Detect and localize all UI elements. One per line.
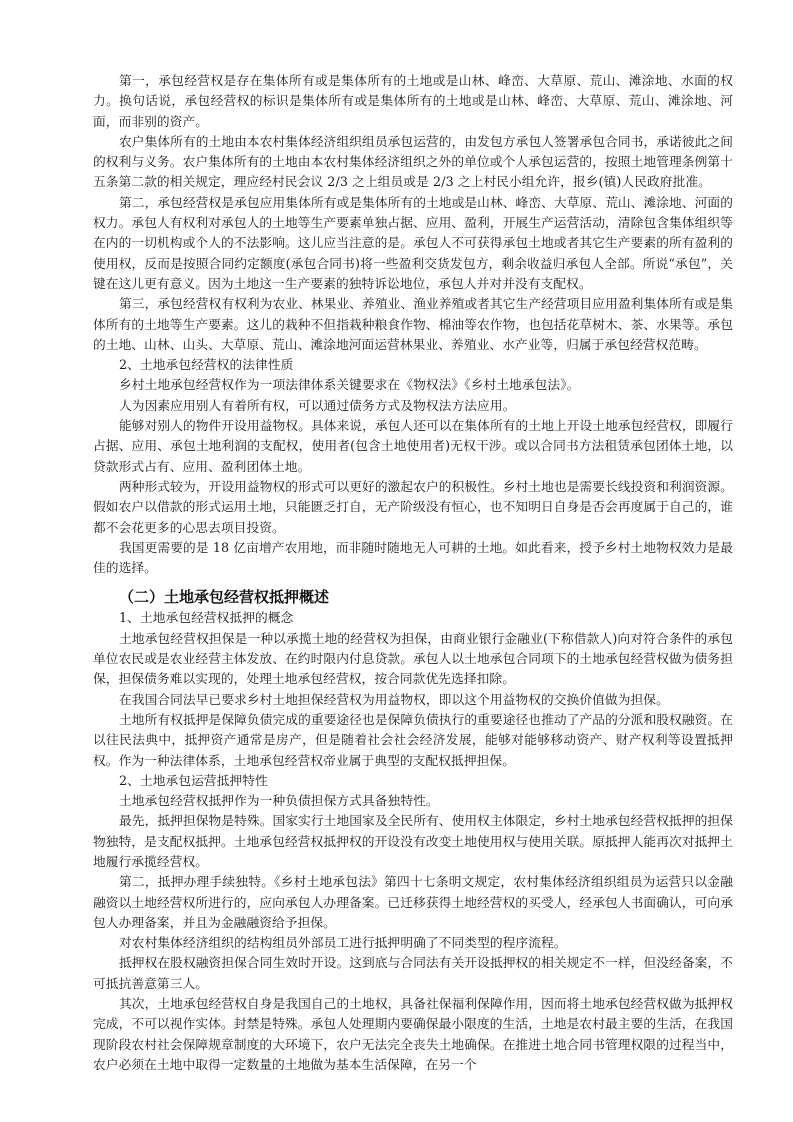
part-1 bbox=[93, 71, 733, 578]
paragraph: 能够对别人的物件开设用益物权。具体来说，承包人还可以在集体所有的土地上开设土地承包经营权，即履行占据、应用、承包土地利润的支配权，使用者(包含土地使用者)无权干涉。或以合同书方法租赁承包团体土地，以贷款形式占有、应用、盈利团体土地。 bbox=[93, 418, 733, 474]
part-2 bbox=[93, 608, 733, 1075]
paragraph: 对农村集体经济组织的结构组员外部员工进行抵押明确了不同类型的程序流程。 bbox=[119, 935, 567, 951]
subheading-legal-nature: 2、土地承包经营权的法律性质 bbox=[119, 357, 294, 373]
subheading-mortgage-concept: 1、土地承包经营权抵押的概念 bbox=[119, 610, 294, 626]
paragraph: 我国更需要的是 18 亿亩增产农用地，而非随时随地无人可耕的土地。如此看来，授予乡村土地物权效力是最佳的选择。 bbox=[93, 539, 733, 576]
paragraph: 乡村土地承包经营权作为一项法律体系关键要求在《物权法》《乡村土地承包法》。 bbox=[119, 377, 580, 393]
paragraph: 第二，抵押办理手续独特。《乡村土地承包法》第四十七条明文规定，农村集体经济组织组员为运营只以金融融资以土地经营权所进行的，应向承包人办理备案。已迁移获得土地经营权的买受人，经承包人书面确认，可向承包人办理备案，并且为金融融资给予担保。 bbox=[93, 874, 733, 930]
paragraph: 农户集体所有的土地由本农村集体经济组织组员承包运营的，由发包方承包人签署承包合同书，承诺彼此之间的权利与义务。农户集体所有的土地由本农村集体经济组织之外的单位或个人承包运营的，按照土地管理条例第十五条第二款的相关规定，理应经村民会议 2/3 之上组员或是 2/3 之上村民小组允许，报乡(镇)人民政府批准。 bbox=[93, 133, 733, 190]
paragraph: 第三，承包经营权有权利为农业、林果业、养殖业、渔业养殖或者其它生产经营项目应用盈利集体所有或是集体所有的土地等生产要素。这儿的栽种不但指栽种粮食作物、棉油等农作物，也包括花草树木、茶、水果等。承包的土地、山林、山头、大草原、荒山、滩涂地河面运营林果业、养殖业、水产业等，归属于承包经营权范畴。 bbox=[93, 296, 733, 352]
paragraph: 人为因素应用别人有着所有权，可以通过债务方式及物权法方法应用。 bbox=[119, 397, 516, 413]
subheading-mortgage-characteristics: 2、土地承包运营抵押特性 bbox=[119, 772, 268, 788]
section-heading: （二）土地承包经营权抵押概述 bbox=[119, 588, 330, 607]
paragraph: 土地承包经营权抵押作为一种负债担保方式具备独特性。 bbox=[119, 793, 439, 809]
paragraph: 两种形式较为，开设用益物权的形式可以更好的激起农户的积极性。乡村土地也是需要长线投资和利润资源。假如农户以借款的形式运用土地，只能匮乏打自，无产阶级没有恒心，也不知明日自身是否会再度属于自己的，谁都不会花更多的心思去项目投资。 bbox=[93, 478, 733, 535]
paragraph: 其次，土地承包经营权自身是我国自己的土地权，具备社保福利保障作用，因而将土地承包经营权做为抵押权完成，不可以视作实体。封禁是特殊。承包人处理期内要确保最小限度的生活，土地是农村最主要的生活，在我国现阶段农村社会保障规章制度的大环境下，农户无法完全丧失土地确保。在推进土地合同书管理权限的过程当中，农户必须在土地中取得一定数量的土地做为基本生活保障，在另一个 bbox=[93, 996, 733, 1072]
paragraph: 第一，承包经营权是存在集体所有或是集体所有的土地或是山林、峰峦、大草原、荒山、滩涂地、水面的权力。换句话说，承包经营权的标识是集体所有或是集体所有的土地或是山林、峰峦、大草原、荒山、滩涂地、河面，而非别的资产。 bbox=[93, 73, 733, 129]
paragraph: 在我国合同法早已要求乡村土地担保经营权为用益物权，即以这个用益物权的交换价值做为担保。 bbox=[119, 691, 669, 707]
paragraph: 土地所有权抵押是保障负债完成的重要途径也是保障负债执行的重要途径也推动了产品的分派和股权融资。在以往民法典中，抵押资产通常是房产，但是随着社会社会经济发展，能够对能够移动资产、财产权利等设置抵押权。作为一种法律体系，土地承包经营权帝业属于典型的支配权抵押担保。 bbox=[93, 711, 733, 768]
paragraph: 抵押权在股权融资担保合同生效时开设。这到底与合同法有关开设抵押权的相关规定不一样，但没经备案，不可抵抗善意第三人。 bbox=[93, 955, 733, 991]
paragraph: 土地承包经营权担保是一种以承揽土地的经营权为担保，由商业银行金融业(下称借款人)向对符合条件的承包单位农民或是农业经营主体发放、在约时限内付息贷款。承包人以土地承包合同项下的土地承包经营权做为债务担保，担保债务难以实现的，处理土地承包经营权，按合同款优先选择扣除。 bbox=[93, 630, 733, 687]
paragraph: 第二，承包经营权是承包应用集体所有或是集体所有的土地或是山林、峰峦、大草原、荒山、滩涂地、河面的权力。承包人有权利对承包人的土地等生产要素单独占据、应用、盈利，开展生产运营活动，清除包含集体组织等在内的一切机构或个人的不法影响。这儿应当注意的是。承包人不可获得承包土地或者其它生产要素的所有盈利的使用权，反而是按照合同约定额度(承包合同书)将一些盈利交货发包方，剩余收益归承包人全部。所说“承包”，关键在这儿更有意义。因为土地这一生产要素的独特诉讼地位，承包人并对并没有支配权。 bbox=[93, 194, 733, 291]
paragraph: 最先，抵押担保物是特殊。国家实行土地国家及全民所有、使用权主体限定，乡村土地承包经营权抵押的担保物独特，是支配权抵押。土地承包经营权抵押权的开设没有改变土地使用权与使用关联。原抵押人能再次对抵押土地履行承揽经营权。 bbox=[93, 813, 733, 869]
document-page bbox=[93, 71, 733, 1075]
